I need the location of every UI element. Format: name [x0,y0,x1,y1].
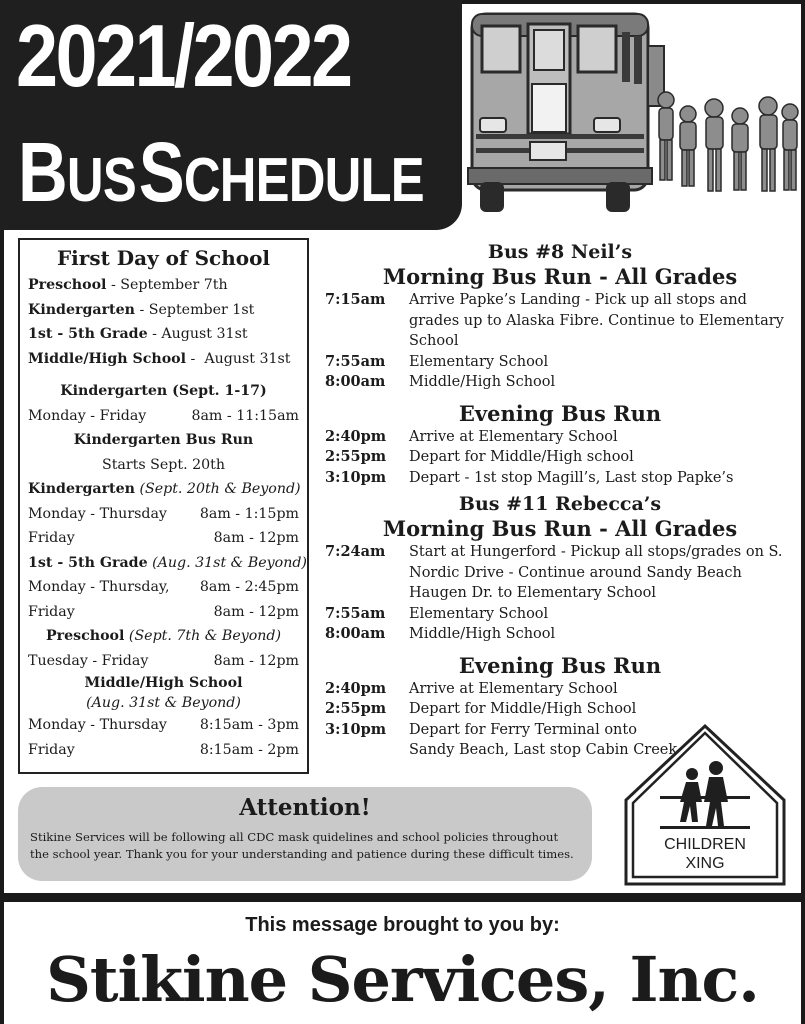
schedule-row: Monday - Thursday 8:15am - 3pm [28,717,299,733]
schedule-row: 7:15am Arrive Papke’s Landing - Pick up all stops and grades up to Alaska Fibre. Continue to Elementary School [325,291,784,349]
schedule-row: Friday 8am - 12pm [28,603,299,620]
start-date-row: Preschool - September 7th [28,277,228,293]
bus-8-schedule [325,240,795,488]
start-date-row: Kindergarten - September 1st [28,301,255,318]
schedule-row: 8:00am Middle/High School [325,625,556,642]
sign-line-2: XING [685,855,725,872]
bus-8-evening-heading: Evening Bus Run [458,400,662,426]
sponsor-message: This message brought to you by: [245,914,560,936]
schedule-row: 3:10pm Depart for Ferry Terminal onto Sandy Beach, Last stop Cabin Creek [325,720,678,758]
schedule-row: 7:24am Start at Hungerford - Pickup all stops/grades on S. Nordic Drive - Continue around Sandy Beach Haugen Dr. to Elementary School [325,543,783,601]
first-day-title: First Day of School [56,246,271,270]
schedule-row: 2:55pm Depart for Middle/High School [325,700,637,717]
children-crossing-sign [622,722,788,888]
title-word-1-rest: US [66,146,136,215]
schedule-row: 3:10pm Depart - 1st stop Magill’s, Last stop Papke’s [325,468,734,486]
bus-11-title: Bus #11 Rebecca’s [458,493,662,515]
schedule-row: 7:55am Elementary School [325,352,549,370]
header-banner [0,0,462,230]
kinder-bus-run-start: Starts Sept. 20th [102,456,225,473]
school-bus-illustration [466,6,801,216]
preschool-heading: Preschool (Sept. 7th & Beyond) [45,628,282,644]
middle-high-heading: Middle/High School [84,675,243,691]
schedule-row: Monday - Friday 8am - 11:15am [28,407,299,424]
schedule-row: 2:40pm Arrive at Elementary School [325,427,618,445]
schedule-row: Tuesday - Friday 8am - 12pm [28,652,299,669]
page-title [18,125,424,219]
middle-high-note: (Aug. 31st & Beyond) [86,695,241,711]
first-day-box [18,238,309,774]
title-word-1-initial: B [18,125,67,219]
schedule-row: 7:55am Elementary School [325,604,549,622]
sign-line-1: CHILDREN [664,836,746,853]
bus-11-evening-heading: Evening Bus Run [458,652,662,678]
school-year: 2021/2022 [16,6,351,105]
bus-8-morning-heading: Morning Bus Run - All Grades [382,264,738,289]
schedule-row: Monday - Thursday, 8am - 2:45pm [28,579,299,595]
bus-11-schedule [325,492,795,761]
grades-heading: 1st - 5th Grade (Aug. 31st & Beyond) [28,554,307,571]
title-word-2-rest: CHEDULE [183,146,424,215]
kinder-sept-heading: Kindergarten (Sept. 1-17) [60,383,267,399]
title-word-2-initial: S [138,125,184,219]
kinder-bus-run-heading: Kindergarten Bus Run [73,432,254,448]
attention-body: Stikine Services will be following all CDC mask quidelines and school policies throughout the school year. Thank you for your understanding and patience during these difficult times. [30,830,574,861]
attention-notice [18,787,592,881]
bus-11-morning-heading: Morning Bus Run - All Grades [382,516,738,541]
start-date-row: 1st - 5th Grade - August 31st [28,326,248,342]
schedule-row: Friday 8:15am - 2pm [28,741,299,758]
bus-8-title: Bus #8 Neil’s [487,241,633,263]
kinder-beyond-heading: Kindergarten (Sept. 20th & Beyond) [28,481,301,497]
schedule-row: 8:00am Middle/High School [325,373,556,390]
schedule-row: 2:40pm Arrive at Elementary School [325,679,618,697]
schedule-row: 2:55pm Depart for Middle/High school [325,448,634,465]
start-date-row: Middle/High School - August 31st [28,350,291,367]
attention-title: Attention! [239,794,371,821]
schedule-row: Friday 8am - 12pm [28,530,299,546]
sponsor-company: Stikine Services, Inc. [46,943,759,1016]
footer-divider [0,893,805,902]
schedule-row: Monday - Thursday 8am - 1:15pm [28,505,299,522]
